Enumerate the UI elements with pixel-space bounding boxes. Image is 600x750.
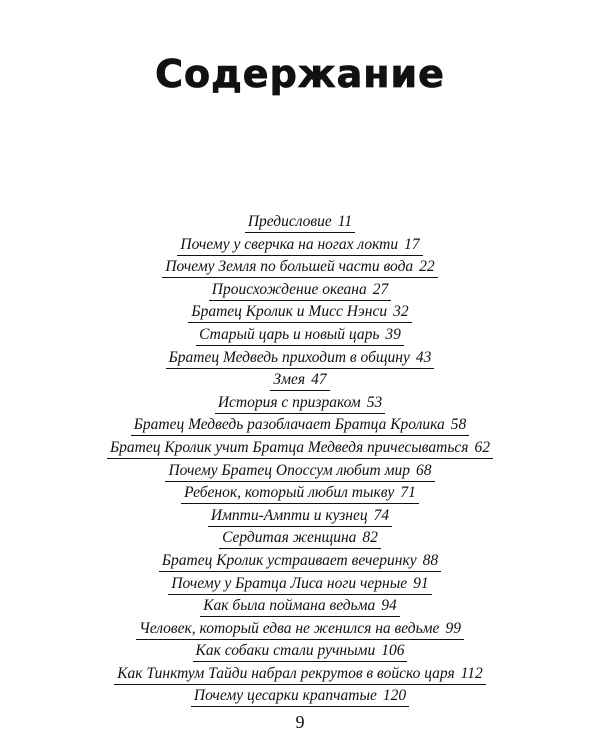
toc-entry-title: Братец Кролик устраивает вечеринку (161, 551, 417, 569)
toc-entry-title: Старый царь и новый царь (199, 325, 380, 343)
toc-entry-title: Почему у Братца Лиса ноги черные (171, 574, 408, 592)
toc-entry (215, 393, 385, 414)
toc-row (0, 370, 600, 393)
toc-entry-page: 17 (404, 235, 420, 253)
toc-entry-page: 11 (337, 213, 353, 230)
toc-entry-page: 58 (450, 416, 467, 434)
toc-entry-page: 74 (373, 506, 390, 524)
table-of-contents (0, 212, 600, 709)
toc-entry-title: Сердитая женщина (222, 529, 357, 547)
toc-entry-title: Братец Медведь приходит в общину (168, 348, 410, 366)
toc-entry (196, 325, 404, 346)
toc-entry-title: Змея (273, 371, 306, 389)
toc-entry-page: 53 (366, 393, 383, 411)
toc-entry (165, 461, 434, 482)
toc-entry (193, 641, 408, 662)
toc-entry (208, 506, 392, 527)
toc-row (0, 686, 600, 709)
toc-entry-title: Ребенок, который любил тыкву (184, 484, 395, 502)
page-title: Содержание (155, 52, 445, 96)
toc-entry-page: 99 (445, 619, 461, 637)
toc-row (0, 257, 600, 280)
toc-entry (209, 280, 391, 301)
toc-entry-title: Предисловие (247, 213, 332, 230)
toc-entry (270, 370, 329, 391)
toc-entry (191, 686, 409, 707)
toc-entry (181, 483, 419, 504)
toc-entry-title: Как Тинктум Тайди набрал рекрутов в войско царя (117, 664, 455, 682)
toc-row (0, 619, 600, 642)
toc-entry-title: Братец Кролик учит Братца Медведя причесываться (110, 438, 469, 456)
page-number: 9 (295, 712, 305, 732)
toc-entry-page: 62 (474, 438, 490, 456)
toc-entry-page: 94 (381, 597, 397, 615)
toc-entry (166, 348, 435, 369)
toc-entry (131, 415, 469, 436)
toc-entry (107, 438, 493, 459)
toc-entry (114, 664, 486, 685)
toc-row (0, 641, 600, 664)
toc-entry-title: Импти-Ампти и кузнец (210, 506, 368, 524)
toc-row (0, 348, 600, 371)
toc-entry (188, 302, 411, 323)
toc-entry-title: Братец Кролик и Мисс Нэнси (191, 303, 388, 321)
toc-entry-title: Как собаки стали ручными (195, 642, 376, 660)
toc-entry (136, 619, 464, 640)
toc-entry-page: 112 (460, 664, 483, 682)
toc-row (0, 212, 600, 235)
toc-entry-page: 106 (381, 642, 405, 660)
toc-entry-page: 71 (400, 484, 416, 502)
toc-row (0, 596, 600, 619)
toc-entry-page: 22 (419, 258, 435, 276)
toc-entry-title: Как была поймана ведьма (203, 597, 376, 615)
toc-entry-title: История с призраком (217, 393, 361, 411)
toc-entry (219, 528, 381, 549)
toc-entry-title: Братец Медведь разоблачает Братца Кролика (133, 416, 445, 434)
toc-row (0, 325, 600, 348)
toc-row (0, 664, 600, 687)
toc-row (0, 415, 600, 438)
toc-entry-page: 27 (372, 280, 389, 298)
toc-row (0, 393, 600, 416)
toc-entry-page: 68 (416, 461, 432, 479)
toc-entry-page: 88 (422, 551, 439, 569)
toc-entry (245, 212, 355, 233)
toc-entry-title: Почему Земля по большей части вода (165, 258, 414, 276)
toc-entry-page: 39 (385, 325, 401, 343)
toc-row (0, 528, 600, 551)
toc-entry-title: Происхождение океана (211, 280, 367, 298)
toc-row (0, 574, 600, 597)
toc-entry (168, 574, 431, 595)
toc-row (0, 483, 600, 506)
toc-entry (162, 257, 437, 278)
toc-row (0, 506, 600, 529)
toc-entry-title: Почему Братец Опоссум любит мир (168, 461, 410, 479)
toc-entry-page: 32 (393, 303, 409, 321)
toc-entry-page: 47 (311, 371, 327, 389)
toc-entry (200, 596, 400, 617)
toc-row (0, 302, 600, 325)
toc-row (0, 280, 600, 303)
toc-row (0, 551, 600, 574)
toc-entry-title: Почему у сверчка на ногах локти (180, 235, 399, 253)
toc-row (0, 461, 600, 484)
toc-entry-title: Почему цесарки крапчатые (193, 687, 377, 705)
toc-row (0, 235, 600, 258)
toc-entry-title: Человек, который едва не женился на ведьме (139, 619, 440, 637)
toc-entry-page: 120 (382, 687, 407, 705)
toc-entry (159, 551, 441, 572)
toc-entry-page: 91 (413, 574, 429, 592)
toc-entry-page: 82 (362, 529, 378, 547)
toc-entry (177, 235, 422, 256)
toc-entry-page: 43 (415, 348, 432, 366)
toc-row (0, 438, 600, 461)
